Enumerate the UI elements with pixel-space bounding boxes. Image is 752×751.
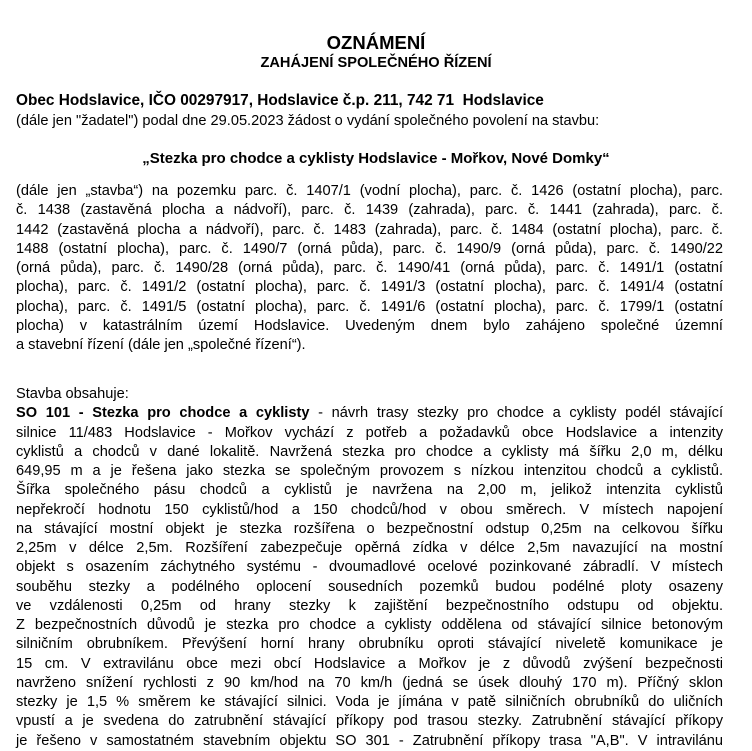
- parcels-line: plocha) v katastrálním území Hodslavice. Uvedeným dnem bylo zahájeno společné územní: [16, 317, 723, 334]
- so-first-line: [16, 404, 723, 423]
- parcels-line: a stavební řízení (dále jen „společné řízení“).: [16, 337, 306, 353]
- so-line: silničním obrubníkem. Převýšení horní hrany obrubníku oproti stávající niveletě komunikace je: [16, 636, 723, 653]
- parcels-line: 1488 (ostatní plocha), parc. č. 1490/7 (orná půda), parc. č. 1490/9 (orná půda), parc. č. 1490/22: [16, 240, 723, 257]
- so-line: ve vzdálenosti 0,25m od hrany stezky k zajištění bezpečnostního odstupu od objektu.: [16, 597, 723, 614]
- parcels-paragraph: [16, 182, 723, 355]
- document-subtitle: ZAHÁJENÍ SPOLEČNÉHO ŘÍZENÍ: [260, 55, 492, 71]
- so-line: vpustí a je svedena do zatrubnění stávající příkopy pod trasou stezky. Zatrubnění stávající příkopy: [16, 713, 723, 730]
- so-title: SO 101 - Stezka pro chodce a cyklisty: [16, 405, 310, 422]
- so-line: stezky je 1,5 % směrem ke stávající silnici. Voda je jímána v patě silničních obrubníků do uličních: [16, 694, 723, 710]
- project-name: „Stezka pro chodce a cyklisty Hodslavice - Mořkov, Nové Domky“: [142, 150, 610, 167]
- parcels-line: 1442 (zastavěná plocha a nádvoří), parc. č. 1483 (zahrada), parc. č. 1484 (ostatní plocha), parc. č.: [16, 221, 723, 238]
- so-first-rest: - návrh trasy stezky pro chodce a cyklisty podél stávající: [309, 405, 723, 422]
- so-line: 649,95 m a je řešena jako stezka se společným provozem s nízkou intenzitou chodců a cyklistů.: [16, 463, 723, 479]
- contents-label: Stavba obsahuje:: [16, 386, 129, 402]
- so-line: nepřekročí hodnotu 150 cyklistů/hod a 150 chodců/hod v obou směrech. V místech napojení: [16, 501, 723, 518]
- so-line: Šířka společného pásu chodců a cyklistů je navržena na 2,00 m, jelikož intenzita cyklistů: [16, 482, 723, 499]
- so-line: 2,25m v délce 2,5m. Rozšíření zabezpečuje opěrná zídka v délce 2,5m navazující na mostní: [16, 540, 723, 556]
- parcels-line: plocha), parc. č. 1491/5 (ostatní plocha), parc. č. 1491/6 (ostatní plocha), parc. č. 1799/1 (ostatní: [16, 298, 723, 315]
- so-line: souběhu stezky a podélného oplocení sousedních pozemků budou podélné ploty osazeny: [16, 578, 723, 595]
- so-line: silnice 11/483 Hodslavice - Mořkov vychází z potřeb a požadavků obce Hodslavice a intenzity: [16, 424, 723, 441]
- parcels-line: plocha), parc. č. 1491/2 (ostatní plocha), parc. č. 1491/3 (ostatní plocha), parc. č. 1491/4 (ostatní: [16, 279, 723, 296]
- parcels-line: č. 1438 (zastavěná plocha a nádvoří), parc. č. 1439 (zahrada), parc. č. 1441 (zahrada), parc. č.: [16, 202, 723, 219]
- parcels-line: (dále jen „stavba“) na pozemku parc. č. 1407/1 (vodní plocha), parc. č. 1426 (ostatní plocha), parc.: [16, 183, 723, 199]
- so-line: cyklistů a chodců v dané lokalitě. Navržená stezka pro chodce a cyklisty má šířku 2,0 m, délku: [16, 443, 723, 460]
- so-line: 15 cm. V extravilánu obce mezi obcí Hodslavice a Mořkov je z důvodů zvýšení bezpečnosti: [16, 655, 723, 672]
- so-line: na stávající mostní objekt je stezka rozšířena o bezpečnostní odstup 0,25m na celkovou šířku: [16, 520, 723, 537]
- applicant: Obec Hodslavice, IČO 00297917, Hodslavice č.p. 211, 742 71 Hodslavice: [16, 92, 544, 109]
- so-line: je řešeno v samostatném stavebním objektu SO 301 - Zatrubnění příkopy trasa "A,B". V intravilánu: [16, 732, 723, 749]
- so-line: objekt s osazením záchytného systému - dvoumadlové ocelové pozinkované zábradlí. V místech: [16, 559, 723, 576]
- construction-paragraph: [16, 385, 723, 751]
- parcels-line: (orná půda), parc. č. 1490/28 (orná půda), parc. č. 1490/41 (orná půda), parc. č. 1491/1 (ostatní: [16, 260, 723, 276]
- applicant-note: (dále jen "žadatel") podal dne 29.05.2023 žádost o vydání společného povolení na stavbu:: [16, 113, 600, 129]
- so-line: navrženo snížení rychlosti z 90 km/hod na 70 km/h (jedná se úsek dlouhý 170 m). Příčný sklon: [16, 674, 723, 691]
- so-line: Z bezpečnostních důvodů je stezka pro chodce a cyklisty oddělena od stávající silnice betonovým: [16, 617, 723, 633]
- document-title: OZNÁMENÍ: [326, 32, 426, 53]
